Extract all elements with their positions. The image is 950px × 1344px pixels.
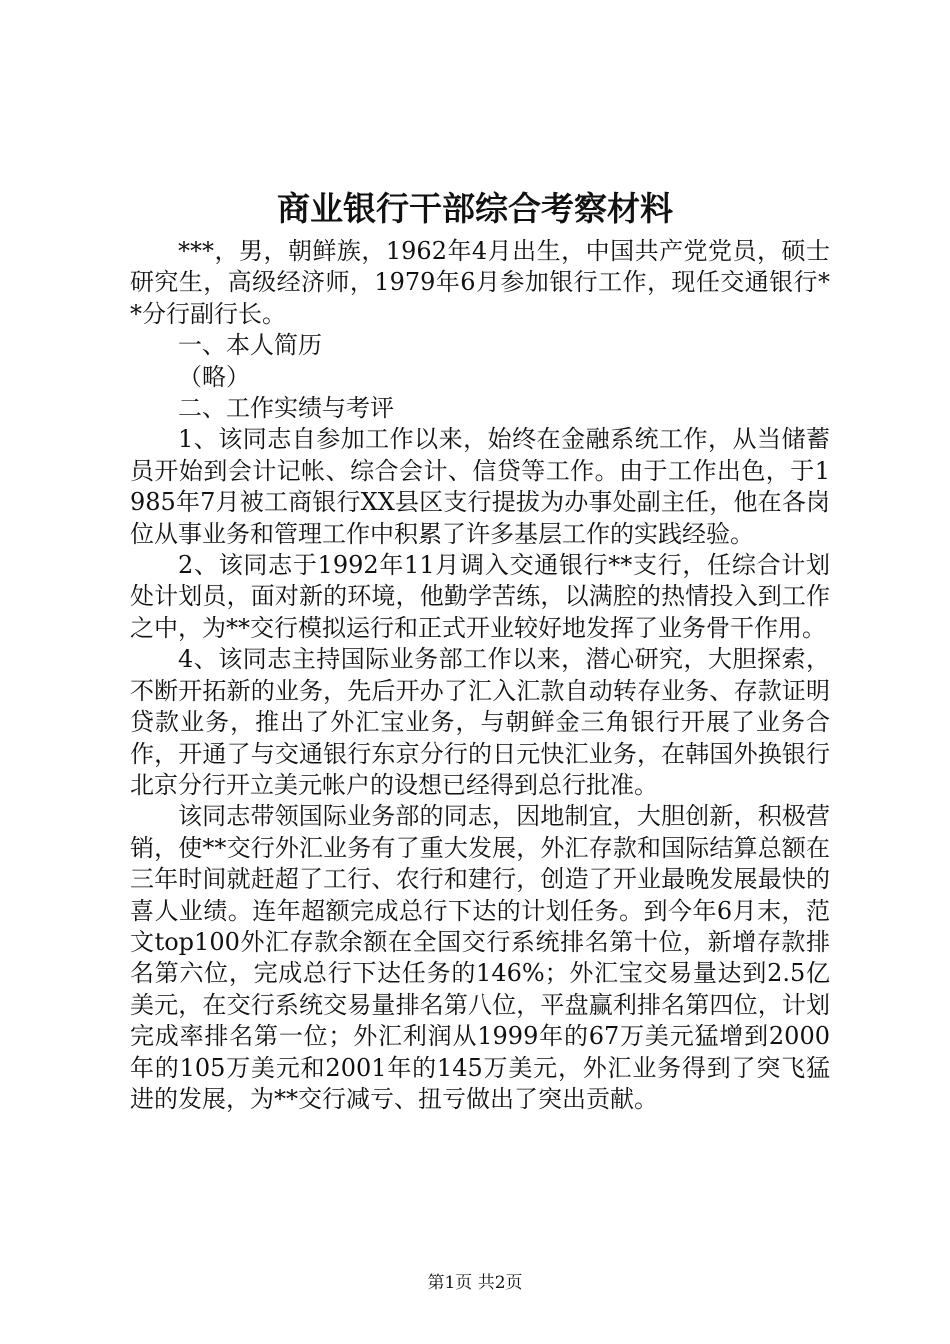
section-heading-performance: 二、工作实绩与考评 xyxy=(178,394,394,423)
document-title: 商业银行干部综合考察材料 xyxy=(277,189,673,228)
document-body xyxy=(130,236,830,1115)
paragraph-achievements: 该同志带领国际业务部的同志，因地制宜，大胆创新，积极营销，使**交行外汇业务有了重大发展，外汇存款和国际结算总额在三年时间就赶超了工行、农行和建行，创造了开业最晚发展最快的喜人业绩。连年超额完成总行下达的计划任务。到今年6月末，范文top100外汇存款余额在全国交行系统排名第十位，新增存款排名第六位，完成总行下达任务的146%；外汇宝交易量达到2.5亿美元，在交行系统交易量排名第八位，平盘赢利排名第四位，计划完成率排名第一位；外汇利润从1999年的67万美元猛增到2000年的105万美元和2001年的145万美元，外汇业务得到了突飞猛进的发展，为**交行减亏、扭亏做出了突出贡献。 xyxy=(130,802,830,1113)
section-heading-resume: 一、本人简历 xyxy=(178,331,322,360)
paragraph-item-4: 4、该同志主持国际业务部工作以来，潜心研究，大胆探索，不断开拓新的业务，先后开办了汇入汇款自动转存业务、存款证明贷款业务，推出了外汇宝业务，与朝鲜金三角银行开展了业务合作，开通了与交通银行东京分行的日元快汇业务，在韩国外换银行北京分行开立美元帐户的设想已经得到总行批准。 xyxy=(130,645,830,799)
paragraph-item-1: 1、该同志自参加工作以来，始终在金融系统工作，从当储蓄员开始到会计记帐、综合会计、信贷等工作。由于工作出色，于1985年7月被工商银行XX县区支行提拔为办事处副主任，他在各岗位从事业务和管理工作中积累了许多基层工作的实践经验。 xyxy=(130,425,830,548)
paragraph-item-2: 2、该同志于1992年11月调入交通银行**支行，任综合计划处计划员，面对新的环境，他勤学苦练，以满腔的热情投入到工作之中，为**交行模拟运行和正式开业较好地发挥了业务骨干作用。 xyxy=(130,551,830,642)
page-number-footer: 第1页 共2页 xyxy=(427,1273,523,1293)
paragraph-omitted: （略） xyxy=(178,362,250,391)
paragraph-intro: ***，男，朝鲜族，1962年4月出生，中国共产党党员，硕士研究生，高级经济师，1979年6月参加银行工作，现任交通银行**分行副行长。 xyxy=(130,237,830,328)
